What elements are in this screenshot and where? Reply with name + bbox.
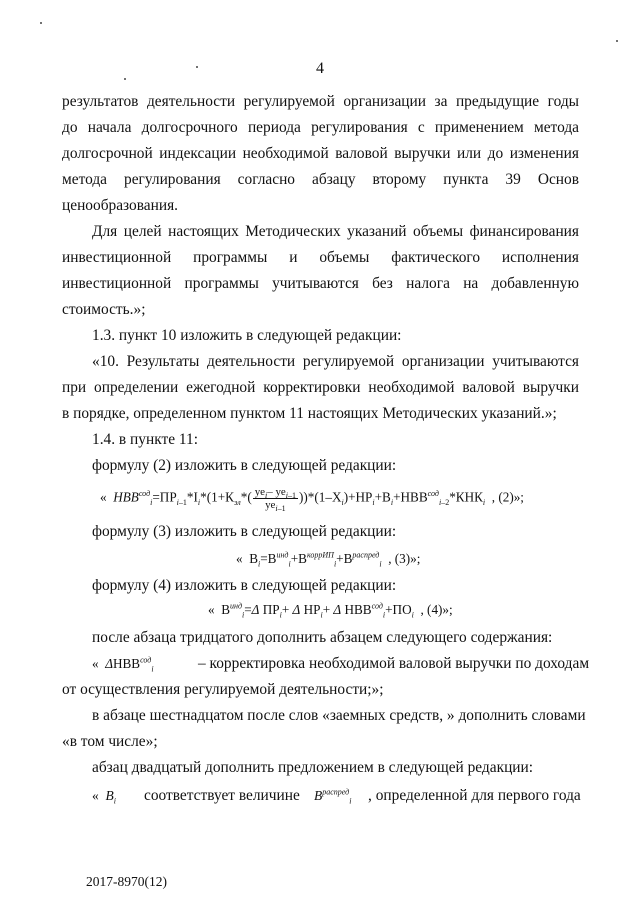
text-line: ценообразования. [62,197,179,214]
text-line [92,654,590,674]
b-raspred-symbol: $В^{распред}_i$ [314,787,352,806]
text-line: после абзаца тридцатого дополнить абзацем следующего содержания: [92,629,553,646]
text-fragment: соответствует величине [144,787,300,804]
text-line: 1.3. пункт 10 изложить в следующей редакции: [92,327,402,344]
scan-speck [124,78,126,80]
text-line: в абзаце шестнадцатом после слов «заемных средств, » дополнить словами [92,707,586,724]
scan-speck [616,40,618,42]
formula-4-number: , (4)»; [420,602,453,617]
formula-3-number: , (3)»; [388,551,421,566]
text-line: абзац двадцатый дополнить предложением в следующей редакции: [92,759,534,776]
delta-nvv-symbol: « $\Delta НВВ^{сод}_i$ [92,655,154,674]
document-footer-code: 2017-8970(12) [86,874,167,889]
text-fragment: , определенной для первого года [368,787,581,804]
text-line [92,786,579,806]
b-i-symbol: « $В_i$ [92,788,116,806]
text-line: до начала долгосрочного периода регулирования с применением метода [62,119,579,136]
text-line: «10. Результаты деятельности регулируемой организации учитываются [92,353,579,370]
page-number: 4 [316,60,324,77]
text-line: формулу (2) изложить в следующей редакции: [92,457,397,474]
text-line: результатов деятельности регулируемой организации за предыдущие годы [62,93,579,110]
text-line: инвестиционной программы и объемы фактического исполнения [62,249,579,266]
text-line: от осуществления регулируемой деятельности;»; [62,681,384,698]
text-line: в порядке, определенном пунктом 11 настоящих Методических указаний.»; [62,405,557,422]
scan-speck [40,22,42,24]
text-line: стоимость.»; [62,301,146,318]
formula-2-number: , (2)»; [491,489,524,505]
text-line: инвестиционной программы учитываются без налога на добавленную [62,275,579,292]
text-line: формулу (4) изложить в следующей редакции: [92,577,397,594]
text-line: 1.4. в пункте 11: [92,431,198,448]
text-line: метода регулирования согласно абзацу второму пункта 39 Основ [62,171,579,188]
formula-2: « $НВВ^{сод}_i=ПР_{i-1}*I_i*(1+К_{эл}*$( $\frac{уе_i- уе_{i-1}}{уе_{i-1}}$ ))$*(1-Х_i)+НР_i+В_i+НВВ^{сод}_{i-2}*КНК_i$ , (2)»; [100,486,524,514]
text-line: «в том числе»; [62,733,158,750]
text-line: Для целей настоящих Методических указаний объемы финансирования [92,223,579,240]
formula-3: « $В_i=В^{инд}_i+В^{коррИП}_i+В^{распред}_i$ , (3)»; [236,550,421,569]
text-fragment: – корректировка необходимой валовой выручки по доходам [198,655,590,672]
text-line: формулу (3) изложить в следующей редакции: [92,523,397,540]
formula-4: « $В^{инд}_i=\Delta$ $ПР_i+ \Delta$ $НР_i+ \Delta$ $НВВ^{сод}_i+ПО_i$ , (4)»; [208,601,453,620]
text-line: при определении ежегодной корректировки необходимой валовой выручки [62,379,579,396]
text-line: долгосрочной индексации необходимой валовой выручки или до изменения [62,145,579,162]
